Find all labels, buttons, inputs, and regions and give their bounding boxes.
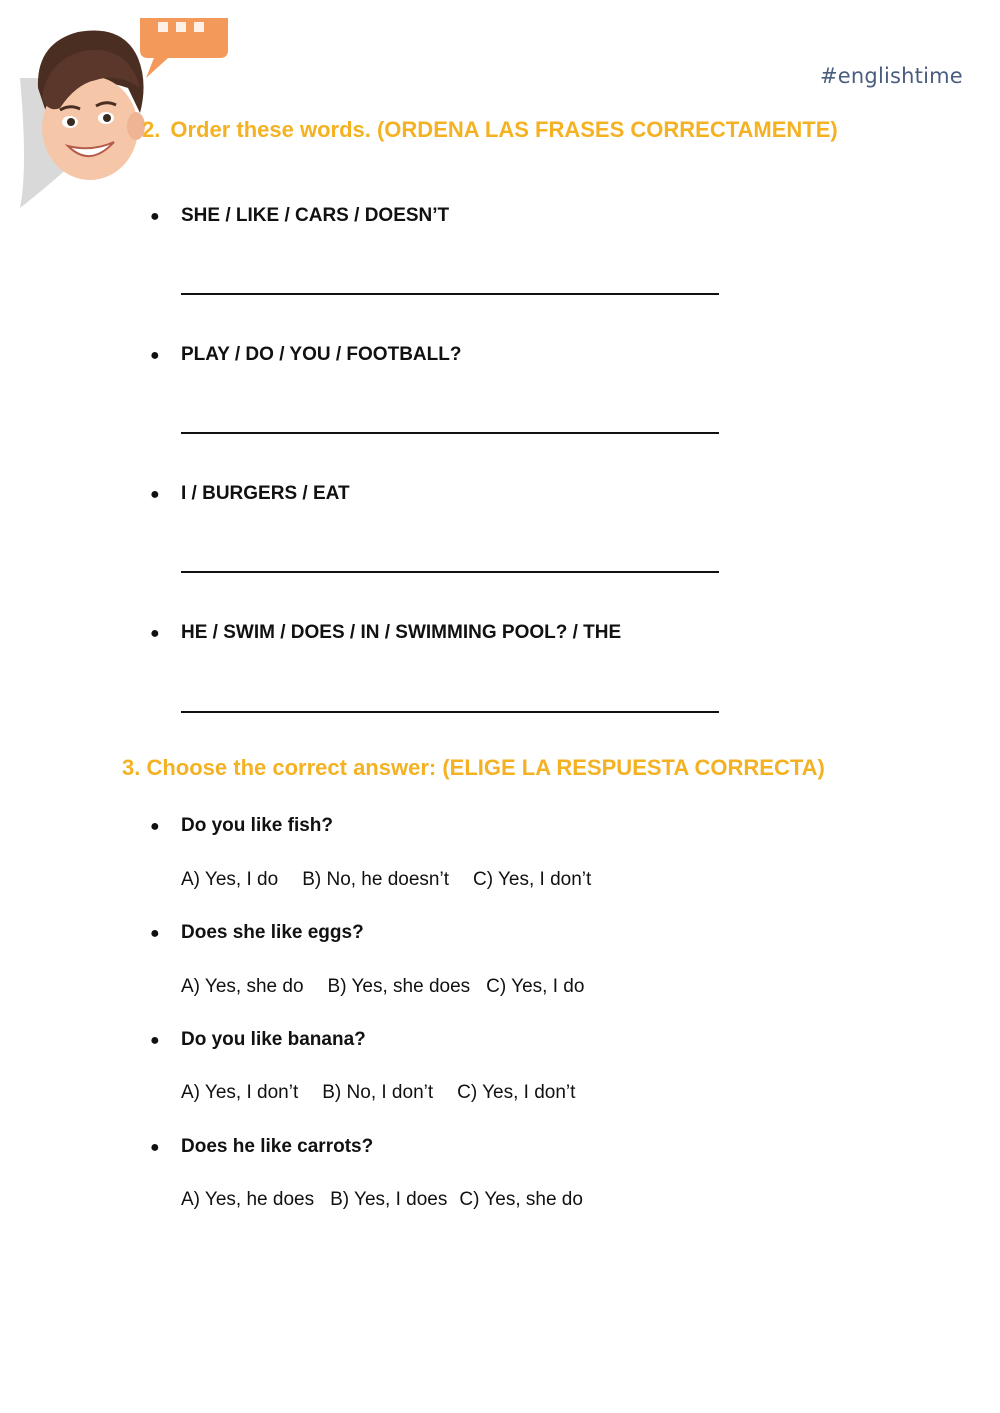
option-a[interactable]: A) Yes, I do xyxy=(181,869,279,890)
word-order-prompt: HE / SWIM / DOES / IN / SWIMMING POOL? / THE xyxy=(181,622,622,643)
option-c[interactable]: C) Yes, I don’t xyxy=(473,869,592,890)
bullet-icon: ● xyxy=(150,925,160,942)
bullet-icon: ● xyxy=(150,625,160,642)
word-order-prompt: PLAY / DO / YOU / FOOTBALL? xyxy=(181,344,462,365)
option-b[interactable]: B) Yes, she does xyxy=(327,976,471,997)
answer-line[interactable] xyxy=(181,711,719,713)
answer-options xyxy=(181,976,608,998)
bullet-icon: ● xyxy=(150,347,160,364)
question-text: Does she like eggs? xyxy=(181,922,364,943)
option-c[interactable]: C) Yes, she do xyxy=(459,1189,583,1210)
answer-line[interactable] xyxy=(181,571,719,573)
answer-options xyxy=(181,869,615,891)
hashtag-label: #englishtime xyxy=(820,64,963,88)
question-text: Does he like carrots? xyxy=(181,1136,374,1157)
bullet-icon: ● xyxy=(150,1032,160,1049)
bullet-icon: ● xyxy=(150,1139,160,1156)
option-c[interactable]: C) Yes, I don’t xyxy=(457,1082,576,1103)
list-item xyxy=(150,815,333,837)
word-order-prompt: I / BURGERS / EAT xyxy=(181,483,350,504)
list-item xyxy=(150,483,350,505)
list-item xyxy=(150,1136,373,1158)
option-b[interactable]: B) No, I don’t xyxy=(322,1082,434,1103)
section-2-number: 2. xyxy=(142,117,161,142)
list-item xyxy=(150,205,449,227)
list-item xyxy=(150,622,621,644)
question-text: Do you like fish? xyxy=(181,815,334,836)
speech-bubble-icon xyxy=(140,18,228,78)
section-2-heading xyxy=(142,117,838,143)
section-2-title: Order these words. (ORDENA LAS FRASES CORRECTAMENTE) xyxy=(170,117,838,142)
option-a[interactable]: A) Yes, she do xyxy=(181,976,304,997)
list-item xyxy=(150,922,364,944)
bullet-icon: ● xyxy=(150,486,160,503)
answer-options xyxy=(181,1189,607,1211)
section-3-heading: 3. Choose the correct answer: (ELIGE LA RESPUESTA CORRECTA) xyxy=(122,755,825,780)
option-a[interactable]: A) Yes, he does xyxy=(181,1189,315,1210)
option-c[interactable]: C) Yes, I do xyxy=(486,976,585,997)
option-b[interactable]: B) No, he doesn’t xyxy=(302,869,449,890)
option-b[interactable]: B) Yes, I does xyxy=(330,1189,448,1210)
option-a[interactable]: A) Yes, I don’t xyxy=(181,1082,299,1103)
bullet-icon: ● xyxy=(150,818,160,835)
question-text: Do you like banana? xyxy=(181,1029,366,1050)
answer-line[interactable] xyxy=(181,432,719,434)
word-order-prompt: SHE / LIKE / CARS / DOESN’T xyxy=(181,205,450,226)
answer-options xyxy=(181,1082,599,1104)
bullet-icon: ● xyxy=(150,208,160,225)
list-item xyxy=(150,344,461,366)
answer-line[interactable] xyxy=(181,293,719,295)
list-item xyxy=(150,1029,366,1051)
